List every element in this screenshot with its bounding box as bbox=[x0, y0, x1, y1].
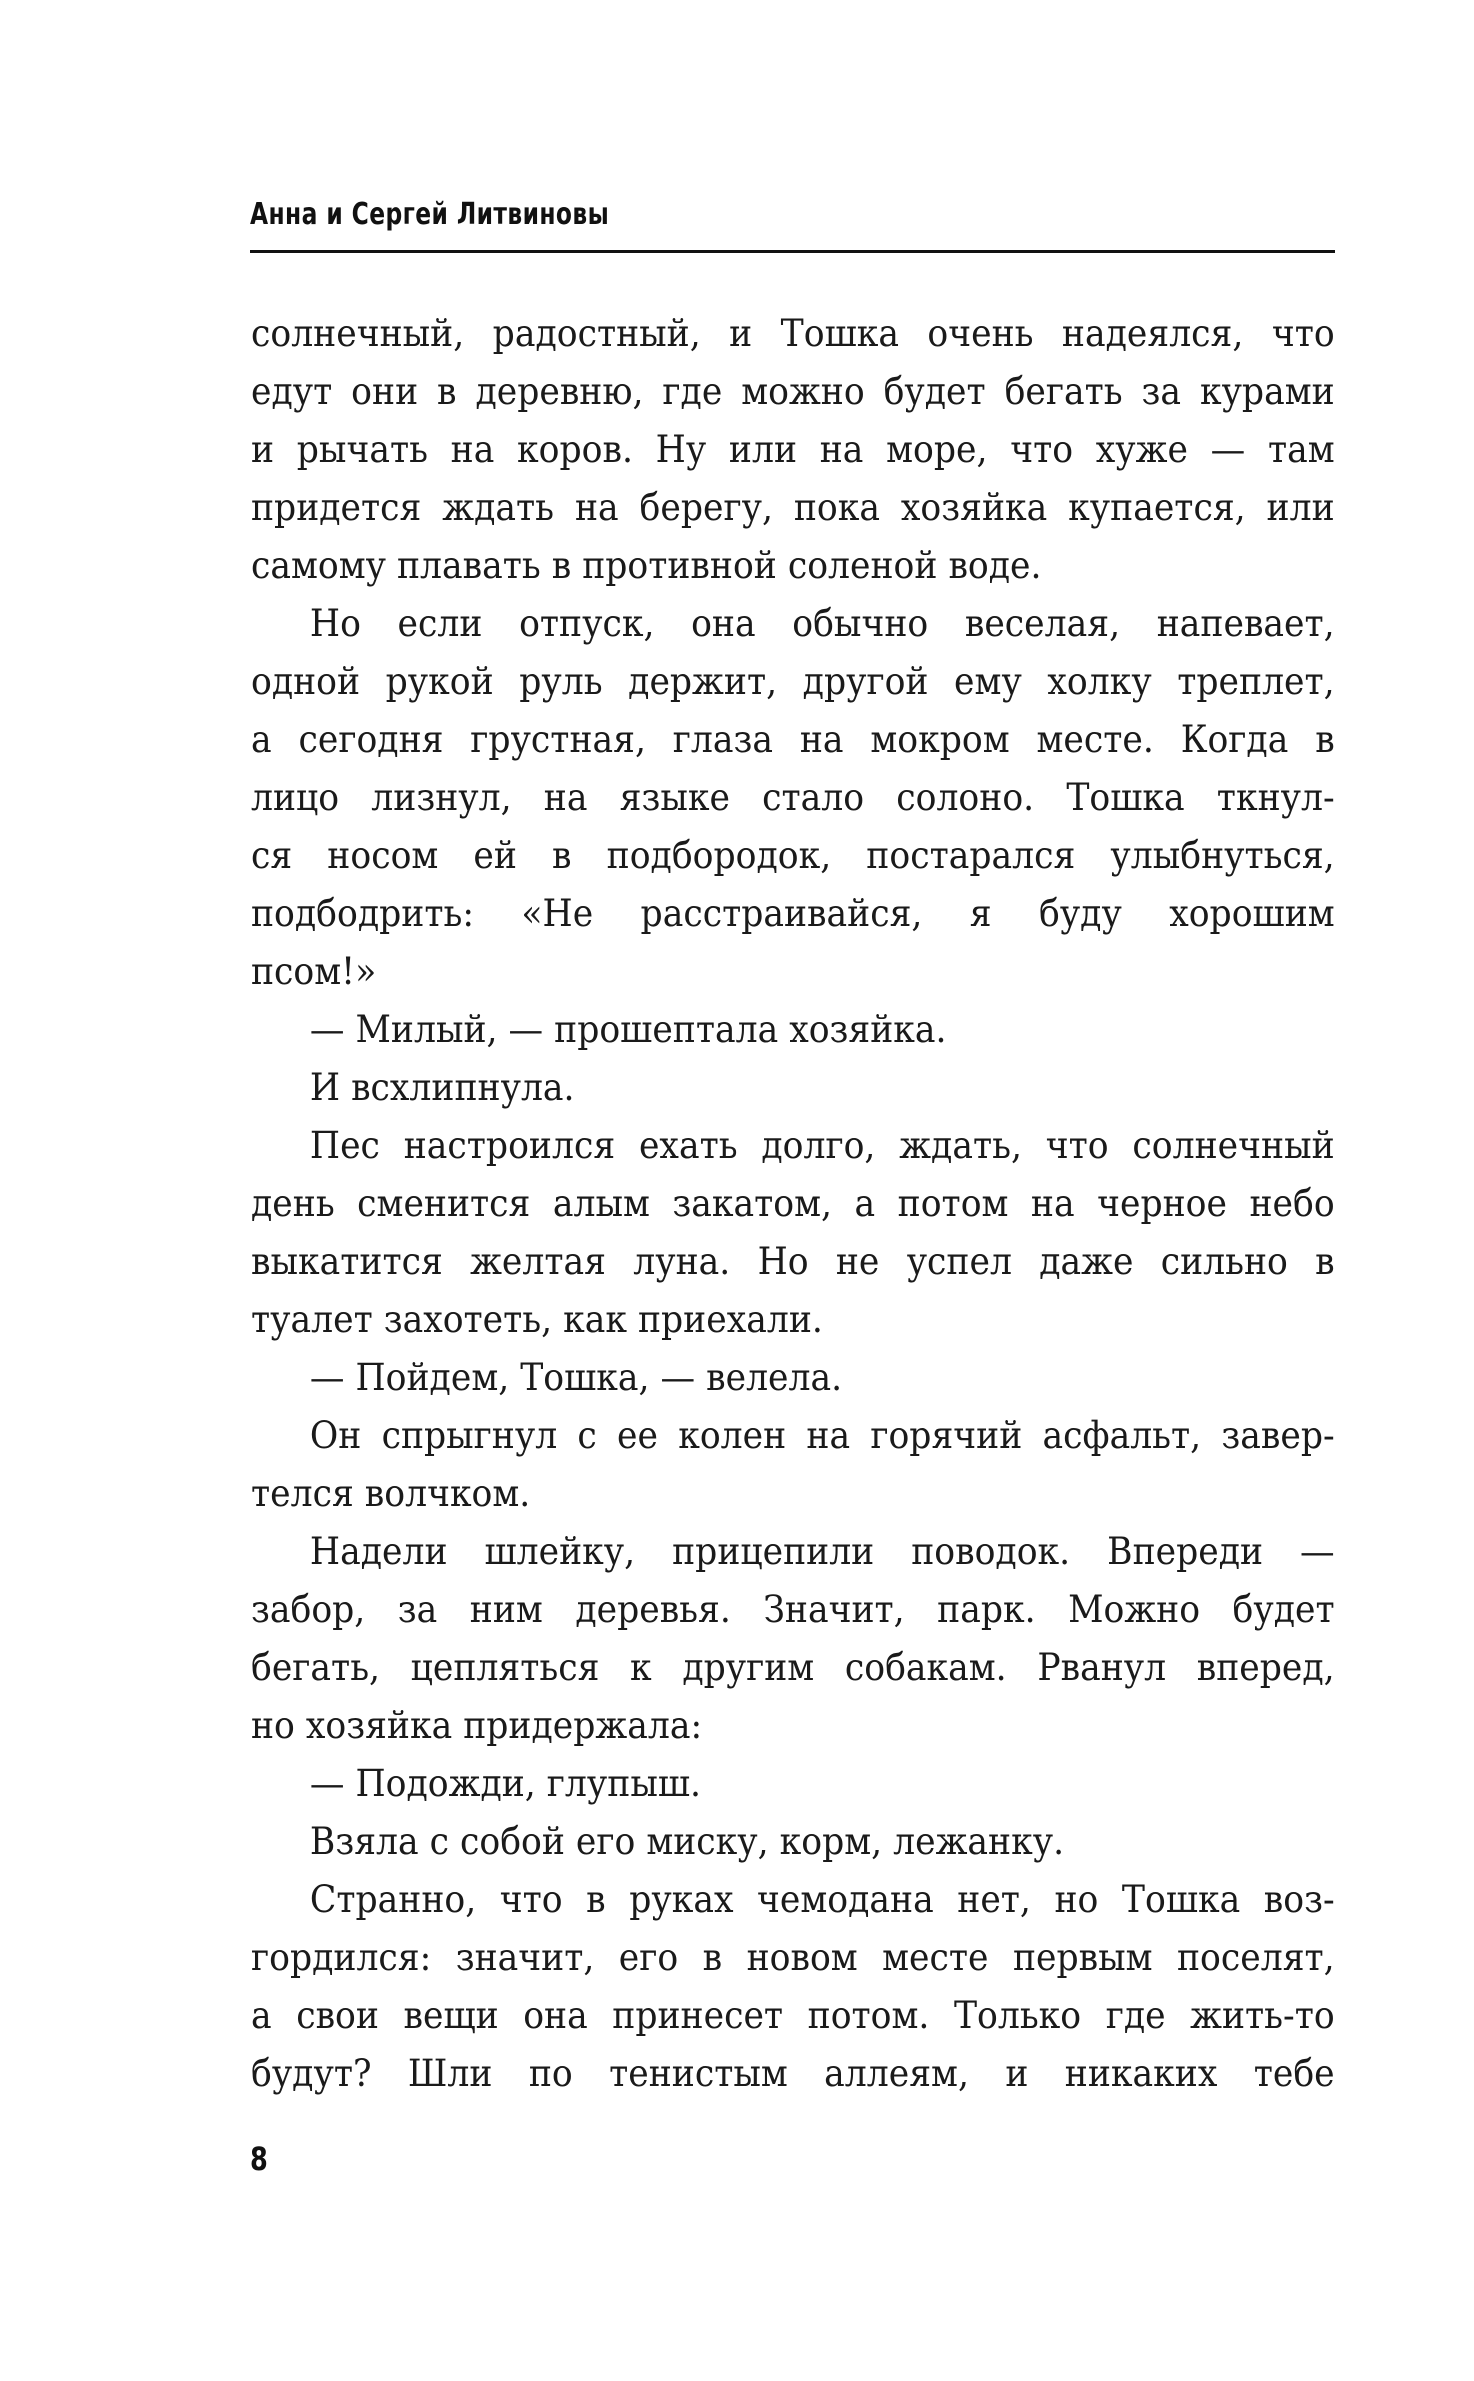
text-line: — Подожди, глупыш. bbox=[309, 1762, 702, 1805]
text-line: но хозяйка придержала: bbox=[251, 1704, 703, 1747]
page-number: 8 bbox=[250, 2140, 268, 2178]
text-line: выкатится желтая луна. Но не успел даже сильно в bbox=[251, 1240, 1335, 1283]
text-line: Но если отпуск, она обычно веселая, напевает, bbox=[309, 602, 1335, 645]
text-line: — Милый, — прошептала хозяйка. bbox=[309, 1008, 947, 1051]
text-line: едут они в деревню, где можно будет бегать за курами bbox=[251, 370, 1335, 413]
text-line: забор, за ним деревья. Значит, парк. Можно будет bbox=[251, 1588, 1335, 1631]
text-line: лицо лизнул, на языке стало солоно. Тошка ткнул- bbox=[251, 776, 1335, 819]
text-line: гордился: значит, его в новом месте первым поселят, bbox=[251, 1936, 1335, 1979]
text-line: будут? Шли по тенистым аллеям, и никаких тебе bbox=[251, 2052, 1335, 2095]
text-line: самому плавать в противной соленой воде. bbox=[251, 544, 1042, 587]
text-line: Взяла с собой его миску, корм, лежанку. bbox=[309, 1820, 1065, 1863]
running-head-title: Анна и Сергей Литвиновы bbox=[250, 197, 610, 232]
text-line: солнечный, радостный, и Тошка очень надеялся, что bbox=[251, 312, 1335, 355]
text-line: — Пойдем, Тошка, — велела. bbox=[309, 1356, 843, 1399]
text-line: Пес настроился ехать долго, ждать, что солнечный bbox=[309, 1124, 1335, 1167]
body-text-column bbox=[251, 305, 1335, 2103]
text-line: а сегодня грустная, глаза на мокром месте. Когда в bbox=[251, 718, 1335, 761]
text-line: И всхлипнула. bbox=[309, 1066, 575, 1109]
text-line: и рычать на коров. Ну или на море, что хуже — там bbox=[251, 428, 1335, 471]
text-line: подбодрить: «Не расстраивайся, я буду хорошим bbox=[251, 892, 1335, 935]
text-line: Странно, что в руках чемодана нет, но Тошка воз- bbox=[309, 1878, 1335, 1921]
text-line: бегать, цепляться к другим собакам. Рванул вперед, bbox=[251, 1646, 1335, 1689]
text-line: туалет захотеть, как приехали. bbox=[251, 1298, 823, 1341]
text-line: ся носом ей в подбородок, постарался улыбнуться, bbox=[251, 834, 1335, 877]
text-line: придется ждать на берегу, пока хозяйка купается, или bbox=[251, 486, 1335, 529]
text-line: Он спрыгнул с ее колен на горячий асфальт, завер- bbox=[309, 1414, 1335, 1457]
text-line: а свои вещи она принесет потом. Только где жить-то bbox=[251, 1994, 1335, 2037]
text-line: Надели шлейку, прицепили поводок. Впереди — bbox=[309, 1530, 1335, 1573]
body-text bbox=[251, 305, 1335, 2103]
text-line: одной рукой руль держит, другой ему холку треплет, bbox=[251, 660, 1335, 703]
text-line: телся волчком. bbox=[251, 1472, 531, 1515]
text-line: день сменится алым закатом, а потом на черное небо bbox=[251, 1182, 1335, 1225]
text-line: псом!» bbox=[251, 950, 377, 993]
header-rule bbox=[250, 250, 1335, 253]
